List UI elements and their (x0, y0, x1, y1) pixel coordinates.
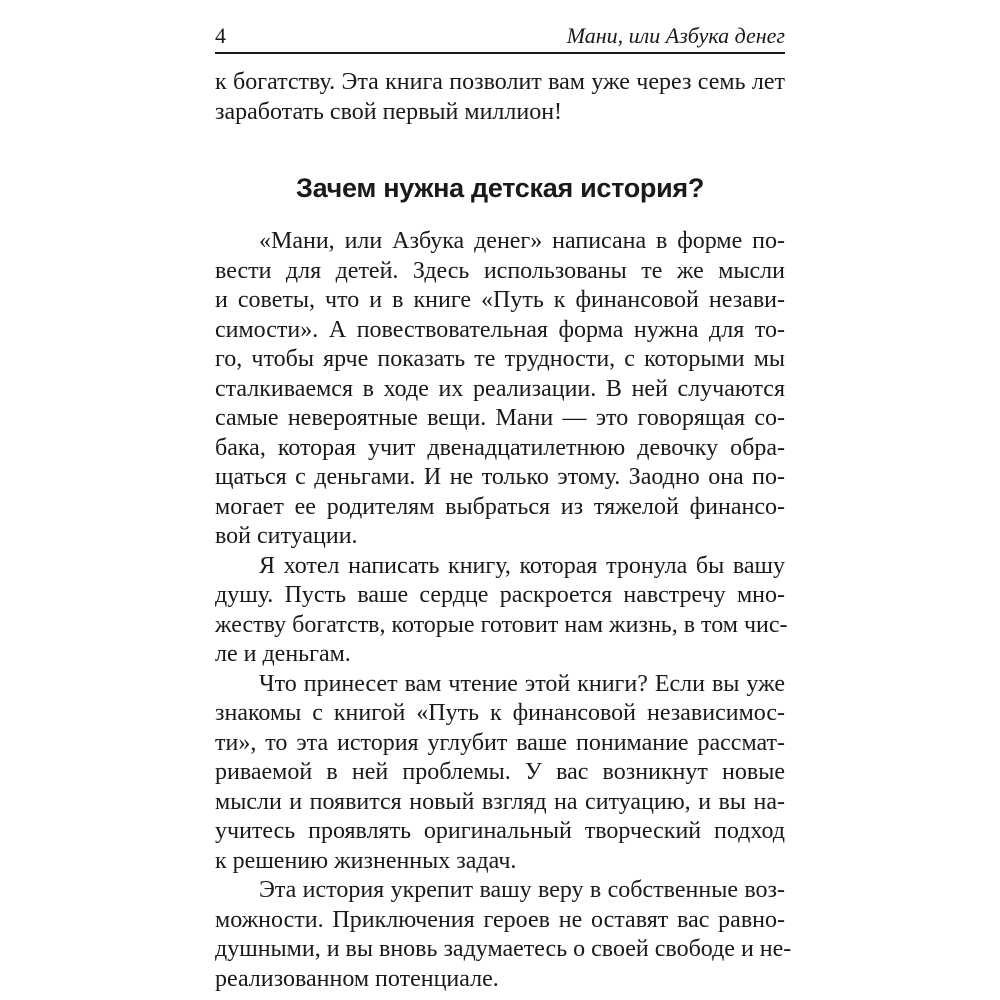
running-header (215, 22, 785, 52)
header-divider (215, 52, 785, 54)
text-line: ти», то эта история углубит ваше понимание рассмат- (215, 729, 785, 756)
text-line: бака, которая учит двенадцатилетнюю девочку обра- (215, 434, 785, 461)
text-line: душу. Пусть ваше сердце раскроется навстречу мно- (215, 582, 785, 608)
text-line: самые невероятные вещи. Мани — это говорящая со- (215, 405, 785, 431)
text-line: к решению жизненных задач. (215, 847, 517, 874)
text-line: к богатству. Эта книга позволит вам уже через семь лет (215, 69, 785, 95)
text-line: Что принесет вам чтение этой книги? Если вы уже (259, 670, 785, 697)
paragraph (215, 670, 785, 877)
paragraph (215, 876, 792, 994)
text-line: го, чтобы ярче показать те трудности, с которыми мы (215, 346, 785, 372)
paragraph (215, 227, 785, 552)
text-line: заработать свой первый миллион! (215, 98, 563, 125)
text-line: риваемой в ней проблемы. У вас возникнут новые (215, 759, 785, 785)
text-line: душными, и вы вновь задумаетесь о своей свободе и не- (215, 936, 792, 962)
text-line: Я хотел написать книгу, которая тронула бы вашу (259, 552, 785, 579)
text-line: могает ее родителям выбраться из тяжелой финансо- (215, 493, 785, 520)
page-number: 4 (215, 23, 226, 48)
text-line: сталкиваемся в ходе их реализации. В ней случаются (215, 375, 785, 402)
page-body (215, 68, 792, 994)
running-title: Мани, или Азбука денег (566, 23, 785, 48)
paragraph (215, 552, 788, 670)
intro-paragraph (215, 68, 785, 127)
text-line: реализованном потенциале. (215, 965, 499, 992)
text-line: можности. Приключения героев не оставят вас равно- (215, 906, 785, 933)
text-line: Эта история укрепит вашу веру в собственные воз- (259, 877, 785, 903)
text-line: симости». А повествовательная форма нужна для то- (215, 316, 785, 343)
text-line: и советы, что и в книге «Путь к финансовой незави- (215, 287, 785, 313)
text-line: «Мани, или Азбука денег» написана в форме по- (259, 228, 785, 254)
text-line: вести для детей. Здесь использованы те же мысли (215, 257, 785, 284)
text-line: ле и деньгам. (215, 641, 351, 667)
text-line: мысли и появится новый взгляд на ситуацию, и вы на- (215, 788, 785, 815)
text-line: жеству богатств, которые готовит нам жизнь, в том чис- (215, 611, 788, 638)
text-line: учитесь проявлять оригинальный творческий подход (215, 818, 785, 844)
text-line: вой ситуации. (215, 523, 358, 549)
section-heading: Зачем нужна детская история? (295, 173, 705, 203)
text-line: знакомы с книгой «Путь к финансовой независимос- (215, 700, 785, 726)
text-line: щаться с деньгами. И не только этому. Заодно она по- (215, 464, 785, 490)
